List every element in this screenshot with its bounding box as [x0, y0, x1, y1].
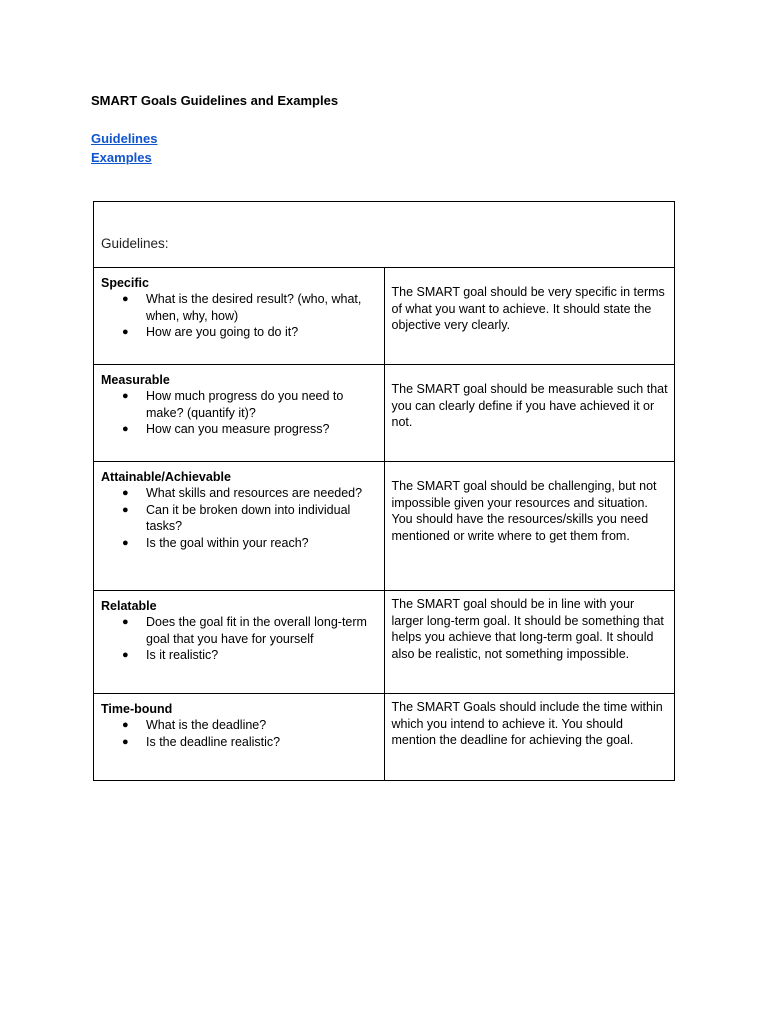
- criterion-cell: [94, 694, 385, 781]
- description-cell: The SMART goal should be in line with your larger long-term goal. It should be something that helps you achieve that long-term goal. It should also be realistic, not something impossible.: [384, 591, 675, 694]
- criterion-questions: [101, 485, 378, 551]
- criterion-questions: [101, 614, 378, 664]
- table-of-contents: [91, 129, 157, 167]
- criterion-name: Specific: [101, 276, 149, 290]
- table-row: [94, 365, 675, 462]
- bullet-icon: ●: [122, 719, 129, 731]
- bullet-icon: ●: [122, 326, 129, 338]
- list-item: ● What is the desired result? (who, what, when, why, how): [122, 292, 362, 323]
- criterion-questions: [101, 388, 378, 438]
- bullet-icon: ●: [122, 293, 129, 305]
- list-item: ● Does the goal fit in the overall long-term goal that you have for yourself: [122, 615, 367, 646]
- description-cell: The SMART goal should be very specific in terms of what you want to achieve. It should state the objective very clearly.: [384, 268, 675, 365]
- bullet-icon: ●: [122, 423, 129, 435]
- criterion-cell: [94, 462, 385, 591]
- bullet-icon: ●: [122, 536, 129, 549]
- bullet-icon: ●: [122, 503, 129, 516]
- list-item: ● How much progress do you need to make? (quantify it)?: [122, 389, 344, 420]
- description-cell: The SMART goal should be challenging, but not impossible given your resources and situation. You should have the resources/skills you need mentioned or write where to get them from.: [384, 462, 675, 591]
- criterion-questions: [101, 717, 378, 750]
- description-cell: The SMART Goals should include the time within which you intend to achieve it. You should mention the deadline for achieving the goal.: [384, 694, 675, 781]
- table-header-cell: [94, 202, 675, 268]
- criterion-questions: [101, 291, 378, 341]
- description-cell: The SMART goal should be measurable such that you can clearly define if you have achieved it or not.: [384, 365, 675, 462]
- bullet-icon: ●: [122, 649, 129, 661]
- table-header-row: [94, 202, 675, 268]
- toc-link-guidelines[interactable]: Guidelines: [91, 131, 158, 146]
- criterion-cell: [94, 591, 385, 694]
- list-item: ● How are you going to do it?: [122, 325, 299, 339]
- table-row: [94, 462, 675, 591]
- table-row: [94, 694, 675, 781]
- criterion-name: Attainable/Achievable: [101, 470, 231, 484]
- document-title: SMART Goals Guidelines and Examples: [91, 93, 339, 108]
- toc-link-examples[interactable]: Examples: [91, 150, 152, 165]
- table-row: [94, 268, 675, 365]
- bullet-icon: ●: [122, 616, 129, 628]
- list-item: ● Is the deadline realistic?: [122, 734, 281, 749]
- list-item: ● What skills and resources are needed?: [122, 486, 363, 500]
- table-header-label: Guidelines:: [101, 236, 169, 251]
- list-item: ● How can you measure progress?: [122, 422, 330, 436]
- list-item: ● What is the deadline?: [122, 718, 267, 732]
- criterion-cell: [94, 268, 385, 365]
- table-row: [94, 591, 675, 694]
- list-item: ● Is it realistic?: [122, 648, 219, 662]
- criterion-name: Relatable: [101, 599, 157, 613]
- bullet-icon: ●: [122, 390, 129, 402]
- criterion-name: Measurable: [101, 373, 170, 387]
- bullet-icon: ●: [122, 735, 129, 748]
- criterion-cell: [94, 365, 385, 462]
- list-item: ● Can it be broken down into individual tasks?: [122, 502, 351, 533]
- guidelines-table: [93, 201, 675, 781]
- list-item: ● Is the goal within your reach?: [122, 535, 309, 550]
- bullet-icon: ●: [122, 487, 129, 499]
- criterion-name: Time-bound: [101, 702, 173, 716]
